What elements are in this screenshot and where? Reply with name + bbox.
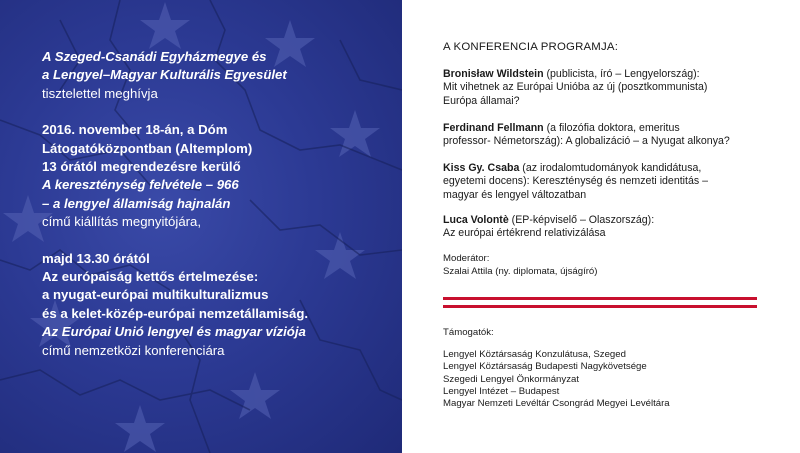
- exhibit-title-1: A kereszténység felvétele – 966: [42, 177, 239, 193]
- date-line-2: Látogatóközpontban (Altemplom): [42, 140, 253, 156]
- conf-line-1: Az európaiság kettős értelmezése:: [42, 269, 259, 285]
- conf-line-2: a nyugat-európai multikulturalizmus: [42, 287, 269, 303]
- supporter-item: Szegedi Lengyel Önkormányzat: [443, 373, 579, 385]
- invitation-text: [42, 48, 392, 360]
- supporter-item: Magyar Nemzeti Levéltár Csongrád Megyei Levéltára: [443, 398, 670, 410]
- moderator-block: [443, 253, 597, 278]
- red-rule-bottom: [443, 305, 757, 308]
- talk-title-line: Az európai értékrend relativizálása: [443, 227, 606, 240]
- talk-item: [443, 214, 788, 241]
- then-line: majd 13.30 órától: [42, 250, 150, 266]
- program-title: A KONFERENCIA PROGRAMJA:: [443, 41, 619, 53]
- talk-item: [443, 68, 788, 108]
- invite-line: tisztelettel meghívja: [42, 85, 158, 101]
- speaker-role: (a filozófia doktora, emeritus: [543, 122, 680, 134]
- org-line-1: A Szeged-Csanádi Egyházmegye és: [42, 49, 267, 64]
- talk-title-line: Mit vihetnek az Európai Unióba az új (posztkommunista): [443, 81, 708, 94]
- star-icon: [140, 2, 190, 49]
- star-icon: [115, 405, 165, 452]
- speaker-name: Ferdinand Fellmann: [443, 122, 544, 134]
- conf-line-4: Az Európai Unió lengyel és magyar víziója: [42, 324, 306, 340]
- talk-item: [443, 122, 788, 149]
- supporter-item: Lengyel Intézet – Budapest: [443, 385, 560, 397]
- exhibit-suffix: című kiállítás megnyitójára,: [42, 214, 202, 230]
- org-line-2: a Lengyel–Magyar Kulturális Egyesület: [42, 67, 287, 83]
- program-panel: [402, 0, 800, 453]
- speaker-role: (az irodalomtudományok kandidátusa,: [519, 162, 702, 174]
- talk-item: [443, 162, 788, 202]
- speaker-role: (EP-képviselő – Olaszország):: [508, 214, 655, 226]
- talk-title-line: Európa államai?: [443, 94, 520, 107]
- talk-title-line: magyar és lengyel változatban: [443, 188, 587, 201]
- exhibit-title-2: – a lengyel államiság hajnalán: [42, 195, 231, 211]
- red-rule-top: [443, 297, 757, 300]
- speaker-name: Luca Volontè: [443, 214, 509, 226]
- star-icon: [230, 372, 280, 419]
- speaker-role: (publicista, író – Lengyelország):: [543, 68, 700, 80]
- supporters-list: [443, 349, 670, 410]
- speaker-name: Kiss Gy. Csaba: [443, 162, 520, 174]
- supporter-item: Lengyel Köztársaság Konzulátusa, Szeged: [443, 349, 626, 360]
- supporter-item: Lengyel Köztársaság Budapesti Nagykövetsége: [443, 361, 647, 373]
- talk-title-line: professor- Németország): A globalizáció – a Nyugat alkonya?: [443, 135, 730, 148]
- conf-line-3: és a kelet-közép-európai nemzetállamiság.: [42, 305, 309, 321]
- moderator-label: Moderátor:: [443, 253, 490, 264]
- date-line-1: 2016. november 18-án, a Dóm: [42, 122, 228, 138]
- talk-title-line: egyetemi docens): Kereszténység és nemzeti identitás –: [443, 175, 708, 188]
- supporters-title: Támogatók:: [443, 327, 494, 338]
- time-line: 13 órától megrendezésre kerülő: [42, 159, 241, 175]
- moderator-name: Szalai Attila (ny. diplomata, újságíró): [443, 265, 598, 277]
- conf-suffix: című nemzetközi konferenciára: [42, 342, 225, 358]
- speaker-name: Bronisław Wildstein: [443, 68, 544, 80]
